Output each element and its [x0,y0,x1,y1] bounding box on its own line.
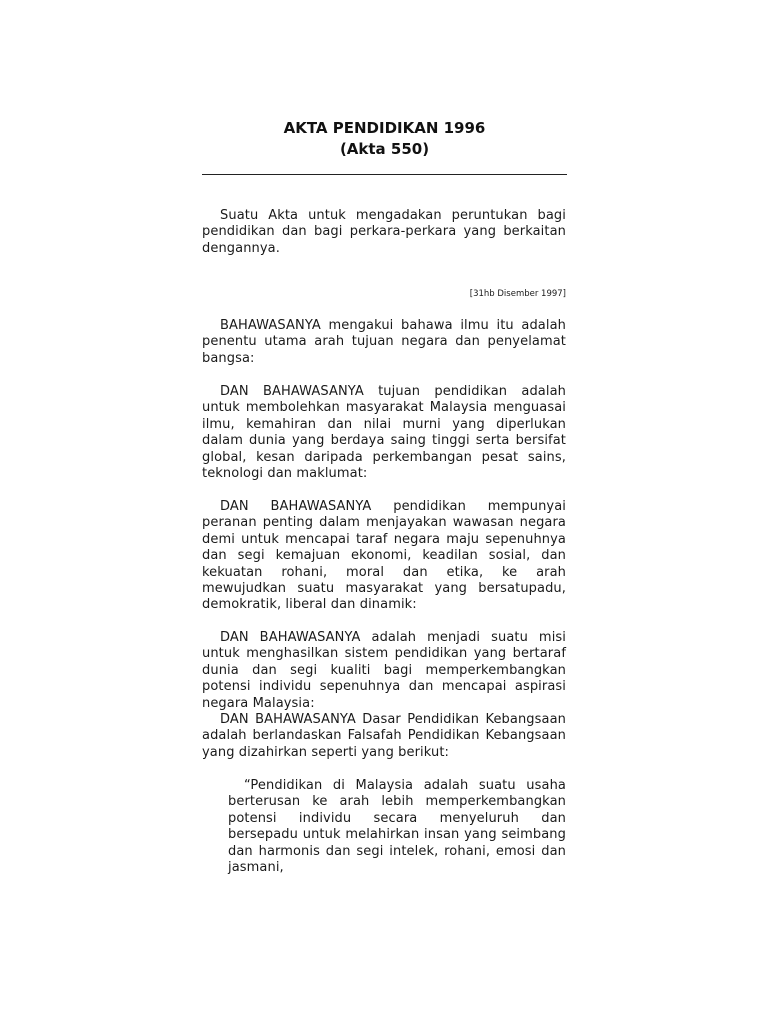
preamble-paragraph-1 [202,318,566,367]
preamble-text: DAN BAHAWASANYA Dasar Pendidikan Kebangsaan adalah berlandaskan Falsafah Pendidikan Kebangsaan yang dizahirkan seperti yang berikut: [202,712,566,760]
long-title-text: Suatu Akta untuk mengadakan peruntukan bagi pendidikan dan bagi perkara-perkara yang berkaitan dengannya. [202,208,566,256]
preamble-text: DAN BAHAWASANYA adalah menjadi suatu misi untuk menghasilkan sistem pendidikan yang bertaraf dunia dan segi kualiti bagi memperkembangkan potensi individu sepenuhnya dan mencapai aspirasi negara Malaysia: [202,630,566,711]
preamble-text: DAN BAHAWASANYA pendidikan mempunyai peranan penting dalam menjayakan wawasan negara demi untuk mencapai taraf negara maju sepenuhnya dan segi kemajuan ekonomi, keadilan sosial, dan kekuatan rohani, moral dan etika, ke arah mewujudkan suatu masyarakat yang bersatupadu, demokratik, liberal dan dinamik: [202,499,566,613]
preamble-text: DAN BAHAWASANYA tujuan pendidikan adalah untuk membolehkan masyarakat Malaysia menguasai ilmu, kemahiran dan nilai murni yang diperlukan dalam dunia yang berdaya saing tinggi serta bersifat global, kesan daripada perkembangan pesat sains, teknologi dan maklumat: [202,384,566,482]
enactment-date: [31hb Disember 1997] [469,289,566,299]
quote-text: “Pendidikan di Malaysia adalah suatu usaha berterusan ke arah lebih memperkembangkan potensi individu secara menyeluruh dan bersepadu untuk melahirkan insan yang seimbang dan harmonis dan segi intelek, rohani, emosi dan jasmani, [228,778,566,876]
preamble-paragraph-5 [202,712,566,761]
act-title [202,118,567,160]
act-title-line1: AKTA PENDIDIKAN 1996 [283,119,486,137]
title-divider [202,174,567,175]
preamble-paragraph-3 [202,499,566,614]
act-title-line2: (Akta 550) [339,140,430,158]
philosophy-quote [228,778,566,876]
preamble-text: BAHAWASANYA mengakui bahawa ilmu itu adalah penentu utama arah tujuan negara dan penyelamat bangsa: [202,318,566,366]
preamble-paragraph-2 [202,384,566,482]
long-title [202,208,566,257]
preamble-paragraph-4 [202,630,566,712]
